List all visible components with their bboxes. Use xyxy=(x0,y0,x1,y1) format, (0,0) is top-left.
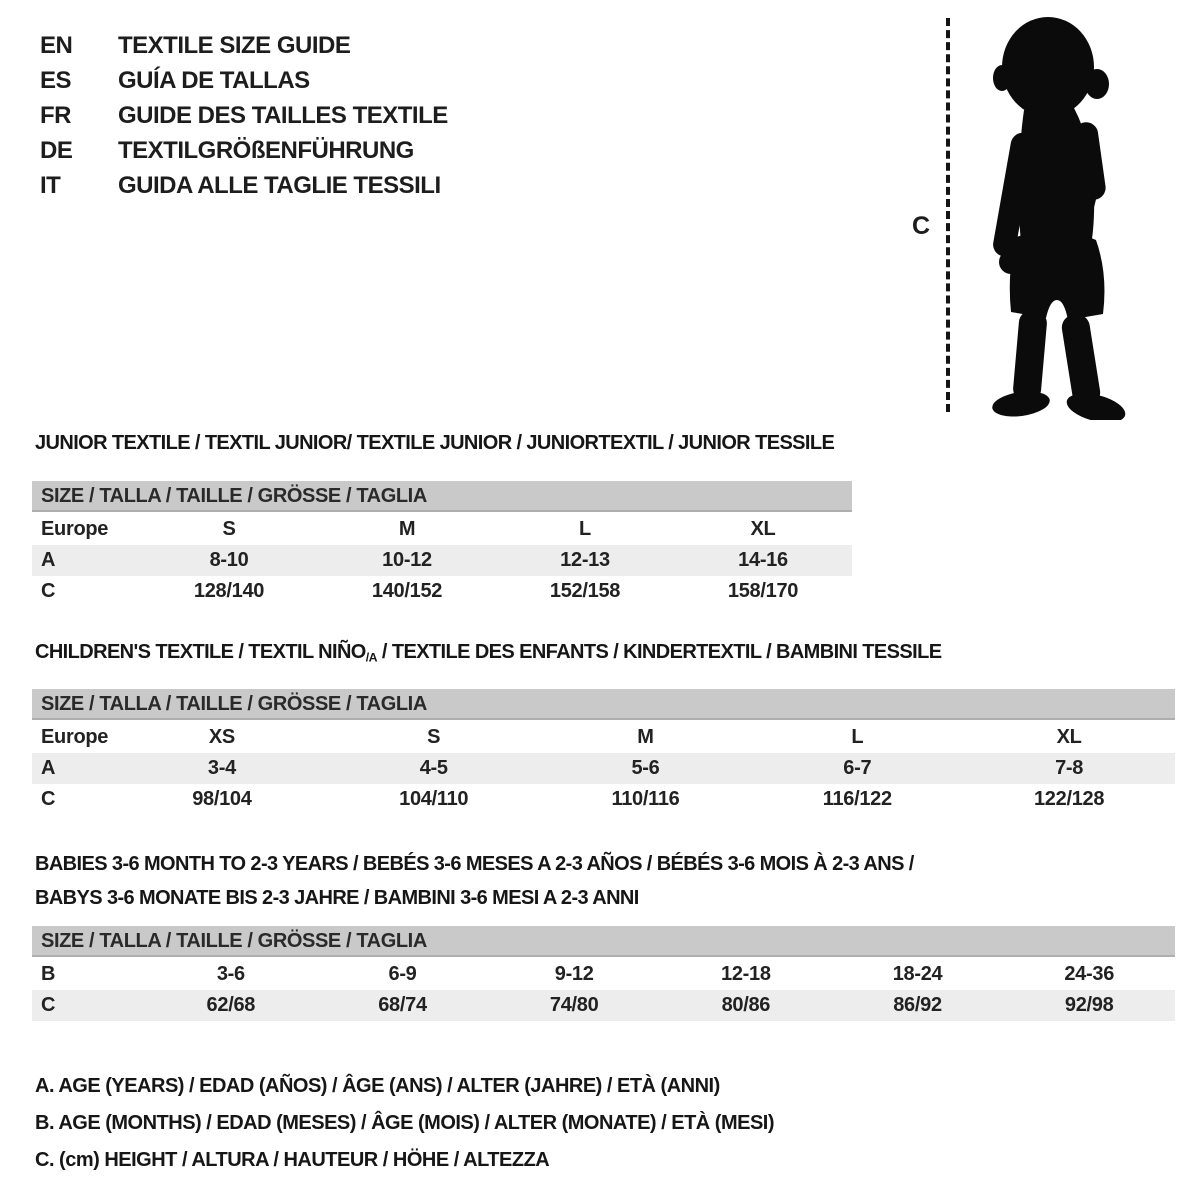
value-cell: 12-13 xyxy=(560,549,610,571)
value-cell: 140/152 xyxy=(371,580,443,602)
value-cell: 98/104 xyxy=(192,788,252,810)
babies-section-title xyxy=(35,847,914,915)
size-cell: XL xyxy=(1056,726,1082,748)
value-cell: 158/170 xyxy=(727,580,799,602)
value-cell: 122/128 xyxy=(1033,788,1105,810)
value-cell: 116/122 xyxy=(822,788,892,810)
size-header-bar: SIZE / TALLA / TAILLE / GRÖSSE / TAGLIA xyxy=(32,689,1175,720)
row-label: C xyxy=(41,580,56,602)
language-code: ES xyxy=(40,67,72,94)
babies-title-line2: BABYS 3-6 MONATE BIS 2-3 JAHRE / BAMBINI 3-6 MESI A 2-3 ANNI xyxy=(35,887,639,909)
value-cell: 152/158 xyxy=(549,580,621,602)
babies-title-line1: BABIES 3-6 MONTH TO 2-3 YEARS / BEBÉS 3-6 MESES A 2-3 AÑOS / BÉBÉS 3-6 MOIS À 2-3 ANS / xyxy=(35,853,914,875)
value-cell: 92/98 xyxy=(1064,994,1114,1016)
row-label: C xyxy=(41,994,56,1016)
size-cell: XL xyxy=(750,518,776,540)
size-cell: XS xyxy=(208,726,235,748)
language-row xyxy=(40,168,448,203)
row-label: Europe xyxy=(41,518,109,540)
measure-legend xyxy=(35,1068,774,1179)
legend-line-b: B. AGE (MONTHS) / EDAD (MESES) / ÂGE (MOIS) / ALTER (MONATE) / ETÀ (MESI) xyxy=(35,1112,775,1134)
size-cell: L xyxy=(579,518,591,540)
height-measure-label: C xyxy=(912,212,931,240)
value-cell: 14-16 xyxy=(738,549,788,571)
guide-title: GUIDE DES TAILLES TEXTILE xyxy=(118,102,448,129)
table-row xyxy=(32,959,1175,990)
children-title-suffix: / TEXTILE DES ENFANTS / KINDERTEXTIL / BAMBINI TESSILE xyxy=(376,641,942,663)
value-cell: 3-6 xyxy=(216,963,245,985)
junior-size-table xyxy=(32,481,852,607)
table-row xyxy=(32,514,852,545)
value-cell: 80/86 xyxy=(721,994,771,1016)
language-row xyxy=(40,28,448,63)
value-cell: 6-9 xyxy=(388,963,417,985)
language-code: FR xyxy=(40,102,71,129)
value-cell: 8-10 xyxy=(209,549,249,571)
value-cell: 62/68 xyxy=(206,994,256,1016)
table-row xyxy=(32,722,1175,753)
table-row xyxy=(32,545,852,576)
guide-title: TEXTILGRÖßENFÜHRUNG xyxy=(118,137,414,164)
size-cell: L xyxy=(851,726,864,748)
language-code: IT xyxy=(40,172,61,199)
value-cell: 104/110 xyxy=(399,788,469,810)
value-cell: 10-12 xyxy=(382,549,432,571)
value-cell: 6-7 xyxy=(843,757,872,779)
value-cell: 24-36 xyxy=(1064,963,1115,985)
table-row xyxy=(32,784,1175,815)
row-label: A xyxy=(41,549,56,571)
size-header-bar: SIZE / TALLA / TAILLE / GRÖSSE / TAGLIA xyxy=(32,926,1175,957)
value-cell: 110/116 xyxy=(611,788,680,810)
table-row xyxy=(32,576,852,607)
value-cell: 86/92 xyxy=(893,994,942,1016)
legend-line-c: C. (cm) HEIGHT / ALTURA / HAUTEUR / HÖHE / ALTEZZA xyxy=(35,1149,550,1171)
guide-title: TEXTILE SIZE GUIDE xyxy=(118,32,351,59)
row-label: Europe xyxy=(41,726,109,748)
guide-title: GUÍA DE TALLAS xyxy=(118,67,310,94)
value-cell: 3-4 xyxy=(207,757,236,779)
guide-title: GUIDA ALLE TAGLIE TESSILI xyxy=(118,172,441,199)
size-cell: M xyxy=(637,726,654,748)
language-title-list xyxy=(40,28,448,203)
junior-section-title: JUNIOR TEXTILE / TEXTIL JUNIOR/ TEXTILE JUNIOR / JUNIORTEXTIL / JUNIOR TESSILE xyxy=(35,432,835,454)
children-title-prefix: CHILDREN'S TEXTILE / TEXTIL NIÑO xyxy=(35,641,366,663)
table-row xyxy=(32,753,1175,784)
children-title-subscript: /A xyxy=(365,650,377,665)
babies-size-table xyxy=(32,926,1175,1021)
row-label: B xyxy=(41,963,56,985)
value-cell: 128/140 xyxy=(193,580,265,602)
size-header-bar: SIZE / TALLA / TAILLE / GRÖSSE / TAGLIA xyxy=(32,481,852,512)
value-cell: 12-18 xyxy=(721,963,771,985)
toddler-silhouette-icon xyxy=(966,12,1146,420)
children-section-title xyxy=(35,641,941,664)
height-figure xyxy=(900,8,1162,422)
value-cell: 5-6 xyxy=(631,757,660,779)
language-code: DE xyxy=(40,137,73,164)
language-row xyxy=(40,133,448,168)
size-cell: S xyxy=(427,726,441,748)
children-size-table xyxy=(32,689,1175,815)
row-label: A xyxy=(41,757,56,779)
table-row xyxy=(32,990,1175,1021)
value-cell: 74/80 xyxy=(549,994,599,1016)
language-row xyxy=(40,63,448,98)
legend-line-a: A. AGE (YEARS) / EDAD (AÑOS) / ÂGE (ANS) / ALTER (JAHRE) / ETÀ (ANNI) xyxy=(35,1075,720,1097)
language-code: EN xyxy=(40,32,73,59)
value-cell: 68/74 xyxy=(378,994,427,1016)
value-cell: 9-12 xyxy=(554,963,594,985)
value-cell: 7-8 xyxy=(1055,757,1084,779)
height-dashed-line xyxy=(946,18,950,412)
size-cell: M xyxy=(398,518,416,540)
value-cell: 4-5 xyxy=(419,757,448,779)
size-cell: S xyxy=(222,518,236,540)
row-label: C xyxy=(41,788,56,810)
value-cell: 18-24 xyxy=(892,963,943,985)
language-row xyxy=(40,98,448,133)
